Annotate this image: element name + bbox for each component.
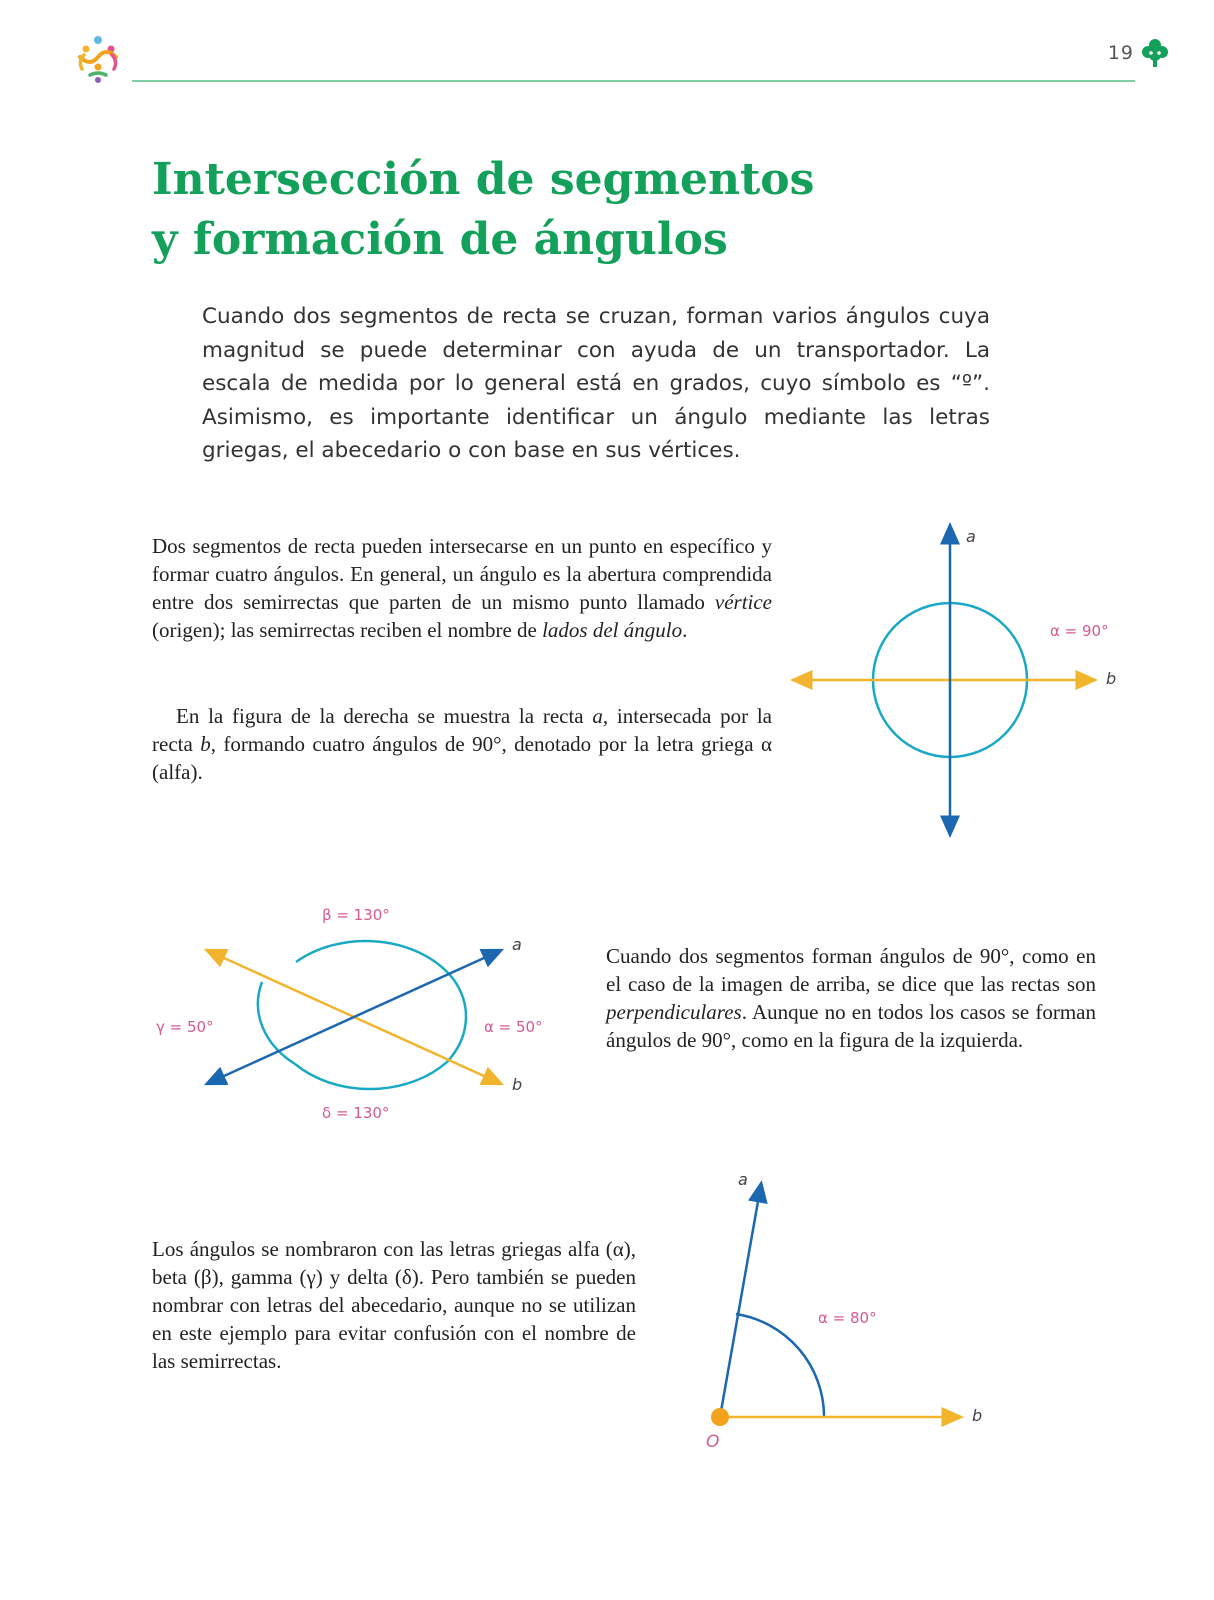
p1-text-a: Dos segmentos de recta pueden intersecarse en un punto en específico y formar cuatro ángulos. En general, un ángulo es la abertura comprendida entre dos semirrectas que parten de un mismo punto llamado xyxy=(152,534,772,614)
label-a: a xyxy=(966,527,976,546)
p2-text-a: En la figura de la derecha se muestra la recta xyxy=(176,704,593,728)
intro-paragraph: Cuando dos segmentos de recta se cruzan, forman varios ángulos cuya magnitud se puede determinar con ayuda de un transportador. La escala de medida por lo general está en grados, cuyo símbolo es “º”. Asimismo, es importante identificar un ángulo mediante las letras griegas, el abecedario o con base en sus vértices. xyxy=(202,304,990,463)
line-b-left xyxy=(213,953,354,1017)
p3-text-a: Cuando dos segmentos forman ángulos de 90°, como en el caso de la imagen de arriba, se dice que las rectas son xyxy=(606,944,1096,996)
angle-label-alpha: α = 90° xyxy=(1050,622,1109,640)
line-a-left xyxy=(213,1017,354,1081)
label-b: b xyxy=(972,1406,983,1425)
angle-label-alpha: α = 50° xyxy=(484,1018,543,1036)
paragraph-perpendicular xyxy=(606,942,1096,1054)
origin-label: O xyxy=(706,1432,720,1452)
title-line-2: y formación de ángulos xyxy=(152,214,728,265)
label-b: b xyxy=(1106,669,1117,688)
people-logo-icon xyxy=(72,33,124,85)
angle-arc xyxy=(736,1314,824,1417)
line-a xyxy=(354,953,495,1017)
term-perpendiculares: perpendiculares xyxy=(606,1000,742,1024)
page-title xyxy=(152,150,952,270)
p1-text-b: (origen); las semirrectas reciben el nombre de xyxy=(152,618,543,642)
p1-text-c: . xyxy=(682,618,688,642)
term-a: a xyxy=(592,704,603,728)
angle-label-beta: β = 130° xyxy=(322,906,390,924)
arc-delta xyxy=(295,1062,447,1089)
paragraph-vertex xyxy=(152,532,772,644)
title-line-1: Intersección de segmentos xyxy=(152,154,815,205)
perpendicular-figure xyxy=(790,520,1130,840)
term-lados: lados del ángulo xyxy=(542,618,683,642)
paragraph-greek-letters: Los ángulos se nombraron con las letras griegas alfa (α), beta (β), gamma (γ) y delta (δ). Pero también se pueden nombrar con letras del abecedario, aunque no se utilizan en este ejemplo para evitar confusión con el nombre de las semirrectas. xyxy=(152,1237,636,1373)
arc-alpha xyxy=(447,980,466,1062)
p3-text-b: . Aunque no en todos los casos se forman ángulos de 90°, como en la figura de la izquierda. xyxy=(606,1000,1096,1052)
page-number: 19 xyxy=(1107,42,1134,64)
angle-80-figure xyxy=(700,1175,1000,1465)
angle-label-gamma: γ = 50° xyxy=(156,1018,214,1036)
arc-beta xyxy=(296,941,454,980)
line-b xyxy=(354,1017,495,1081)
origin-point xyxy=(711,1408,729,1426)
angle-label-alpha: α = 80° xyxy=(818,1309,877,1327)
term-vertice: vértice xyxy=(714,590,772,614)
line-a xyxy=(720,1190,760,1417)
tree-icon xyxy=(1142,38,1168,68)
angle-label-delta: δ = 130° xyxy=(322,1104,390,1122)
p2-text-b: , intersecada por la recta xyxy=(152,704,773,756)
label-a: a xyxy=(738,1175,748,1189)
crossing-lines-figure xyxy=(150,900,570,1140)
paragraph-figure-right xyxy=(152,702,772,786)
header-rule xyxy=(132,80,1135,82)
label-a: a xyxy=(512,935,522,954)
label-b: b xyxy=(512,1075,523,1094)
p2-text-c: , formando cuatro ángulos de 90°, denotado por la letra griega α (alfa). xyxy=(152,732,772,784)
term-b: b xyxy=(200,732,211,756)
